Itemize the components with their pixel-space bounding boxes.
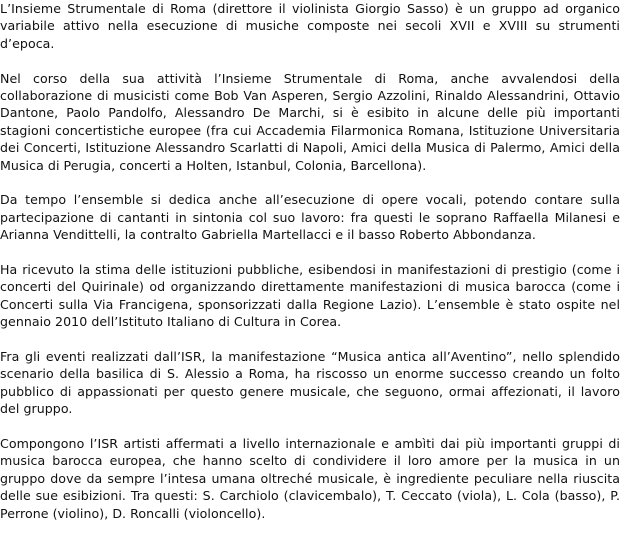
paragraph-activity: Nel corso della sua attività l’Insieme Strumentale di Roma, anche avvalendosi della collaborazione di musicisti come Bob Van Asperen, Sergio Azzolini, Rinaldo Alessandrini, Ottavio Dantone, Paolo Pandolfo, Alessandro De Marchi, si è esibito in alcune delle più importanti stagioni concertistiche europee (fra cui Accademia Filarmonica Romana, Istituzione Universitaria dei Concerti, Istituzione Alessandro Scarlatti di Napoli, Amici della Musica di Palermo, Amici della Musica di Perugia, concerti a Holten, Istanbul, Colonia, Barcellona). bbox=[0, 70, 620, 173]
paragraph-events: Fra gli eventi realizzati dall’ISR, la manifestazione “Musica antica all’Aventino”, nello splendido scenario della basilica di S. Alessio a Roma, ha riscosso un enorme successo creando un folto pubblico di appassionati per questo genere musicale, che seguono, ormai affezionati, il lavoro del gruppo. bbox=[0, 349, 620, 417]
paragraph-institutions: Ha ricevuto la stima delle istituzioni pubbliche, esibendosi in manifestazioni di prestigio (come i concerti del Quirinale) od organizzando direttamente manifestazioni di musica barocca (come i Concerti sulla Via Francigena, sponsorizzati dalla Regione Lazio). L’ensemble è stato ospite nel gennaio 2010 dell’Istituto Italiano di Cultura in Corea. bbox=[0, 262, 620, 330]
paragraph-intro: L’Insieme Strumentale di Roma (direttore il violinista Giorgio Sasso) è un gruppo ad organico variabile attivo nella esecuzione di musiche composte nei secoli XVII e XVIII su strumenti d’epoca. bbox=[0, 1, 620, 51]
paragraph-members: Compongono l’ISR artisti affermati a livello internazionale e ambìti dai più importanti gruppi di musica barocca europea, che hanno scelto di condividere il loro amore per la musica in un gruppo dove da sempre l’intesa umana oltreché musicale, è ingrediente peculiare nella riuscita delle sue esibizioni. Tra questi: S. Carchiolo (clavicembalo), T. Ceccato (viola), L. Cola (basso), P. Perrone (violino), D. Roncalli (violoncello). bbox=[0, 436, 620, 521]
paragraph-vocal-works: Da tempo l’ensemble si dedica anche all’esecuzione di opere vocali, potendo contare sulla partecipazione di cantanti in sintonia col suo lavoro: fra questi le soprano Raffaella Milanesi e Arianna Vendittelli, la contralto Gabriella Martellacci e il basso Roberto Abbondanza. bbox=[0, 192, 620, 243]
